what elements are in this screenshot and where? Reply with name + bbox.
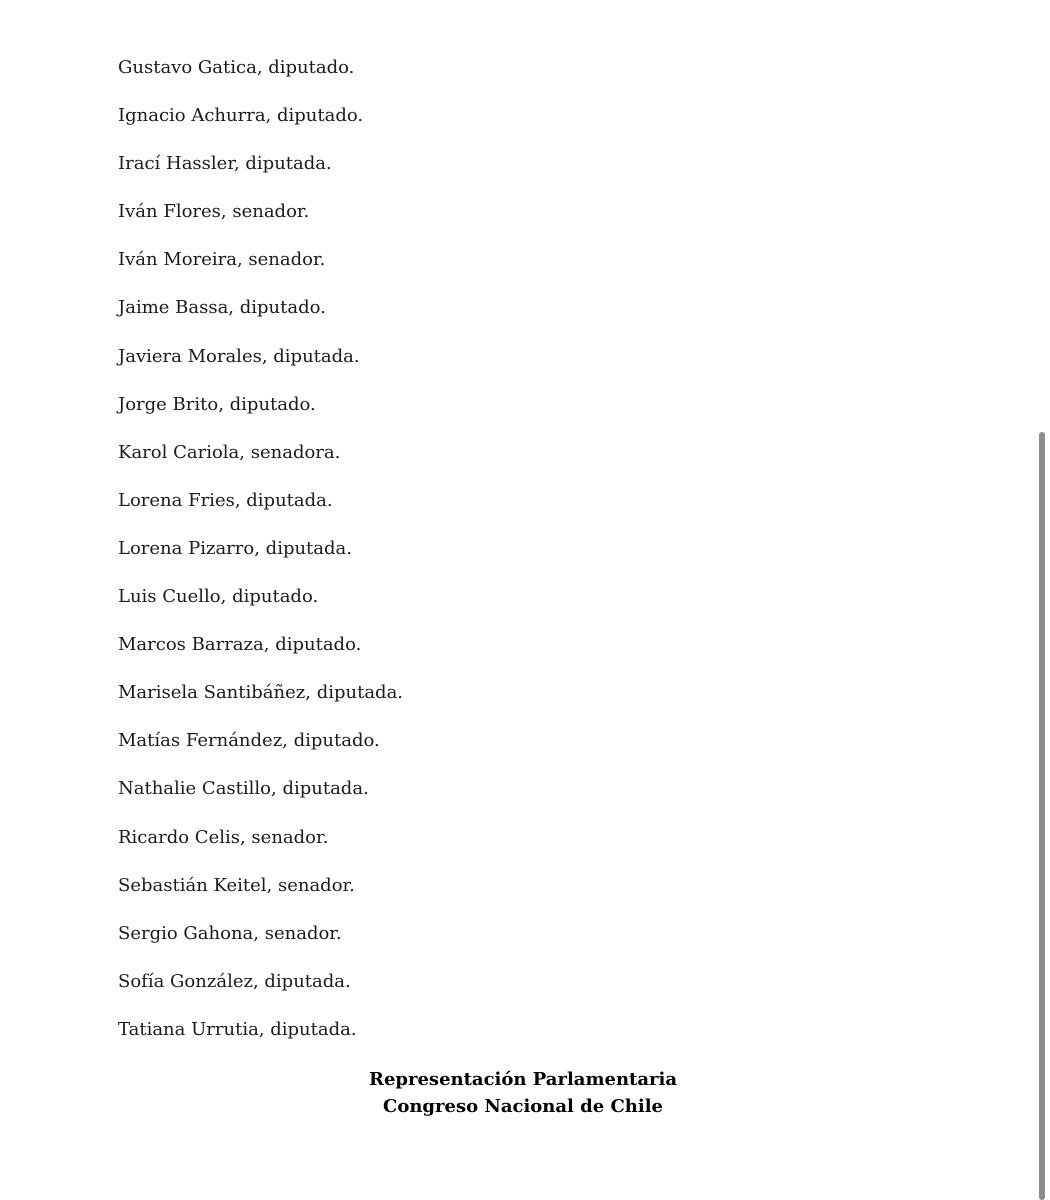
signatory-line: Iván Moreira, senador.	[118, 249, 326, 271]
document-footer	[0, 1066, 1046, 1120]
signatory-line: Irací Hassler, diputada.	[118, 153, 332, 175]
signatory-line: Javiera Morales, diputada.	[118, 345, 360, 367]
vertical-scrollbar[interactable]	[1036, 0, 1046, 1200]
signatory-line: Sergio Gahona, senador.	[118, 922, 342, 944]
signatory-line: Matías Fernández, diputado.	[118, 730, 380, 752]
signatory-line: Iván Flores, senador.	[118, 201, 310, 223]
signatory-line: Luis Cuello, diputado.	[118, 586, 319, 608]
footer-institution: Congreso Nacional de Chile	[383, 1096, 663, 1117]
signatory-list	[118, 54, 918, 1064]
signatory-line: Ignacio Achurra, diputado.	[118, 105, 364, 127]
signatory-line: Lorena Pizarro, diputada.	[118, 537, 352, 559]
signatory-line: Jorge Brito, diputado.	[118, 393, 316, 415]
scrollbar-thumb[interactable]	[1039, 432, 1045, 1200]
signatory-line: Marcos Barraza, diputado.	[118, 634, 362, 656]
signatory-line: Jaime Bassa, diputado.	[118, 297, 326, 319]
signatory-line: Karol Cariola, senadora.	[118, 441, 341, 463]
signatory-line: Sebastián Keitel, senador.	[118, 874, 355, 896]
signatory-line: Sofía González, diputada.	[118, 970, 351, 992]
signatory-line: Gustavo Gatica, diputado.	[118, 57, 355, 78]
footer-organization: Representación Parlamentaria	[369, 1069, 677, 1090]
signatory-line: Nathalie Castillo, diputada.	[118, 778, 369, 800]
signatory-line: Marisela Santibáñez, diputada.	[118, 682, 404, 704]
signatory-line: Ricardo Celis, senador.	[118, 826, 329, 848]
signatory-line: Lorena Fries, diputada.	[118, 489, 333, 511]
signatory-line: Tatiana Urrutia, diputada.	[118, 1018, 357, 1040]
